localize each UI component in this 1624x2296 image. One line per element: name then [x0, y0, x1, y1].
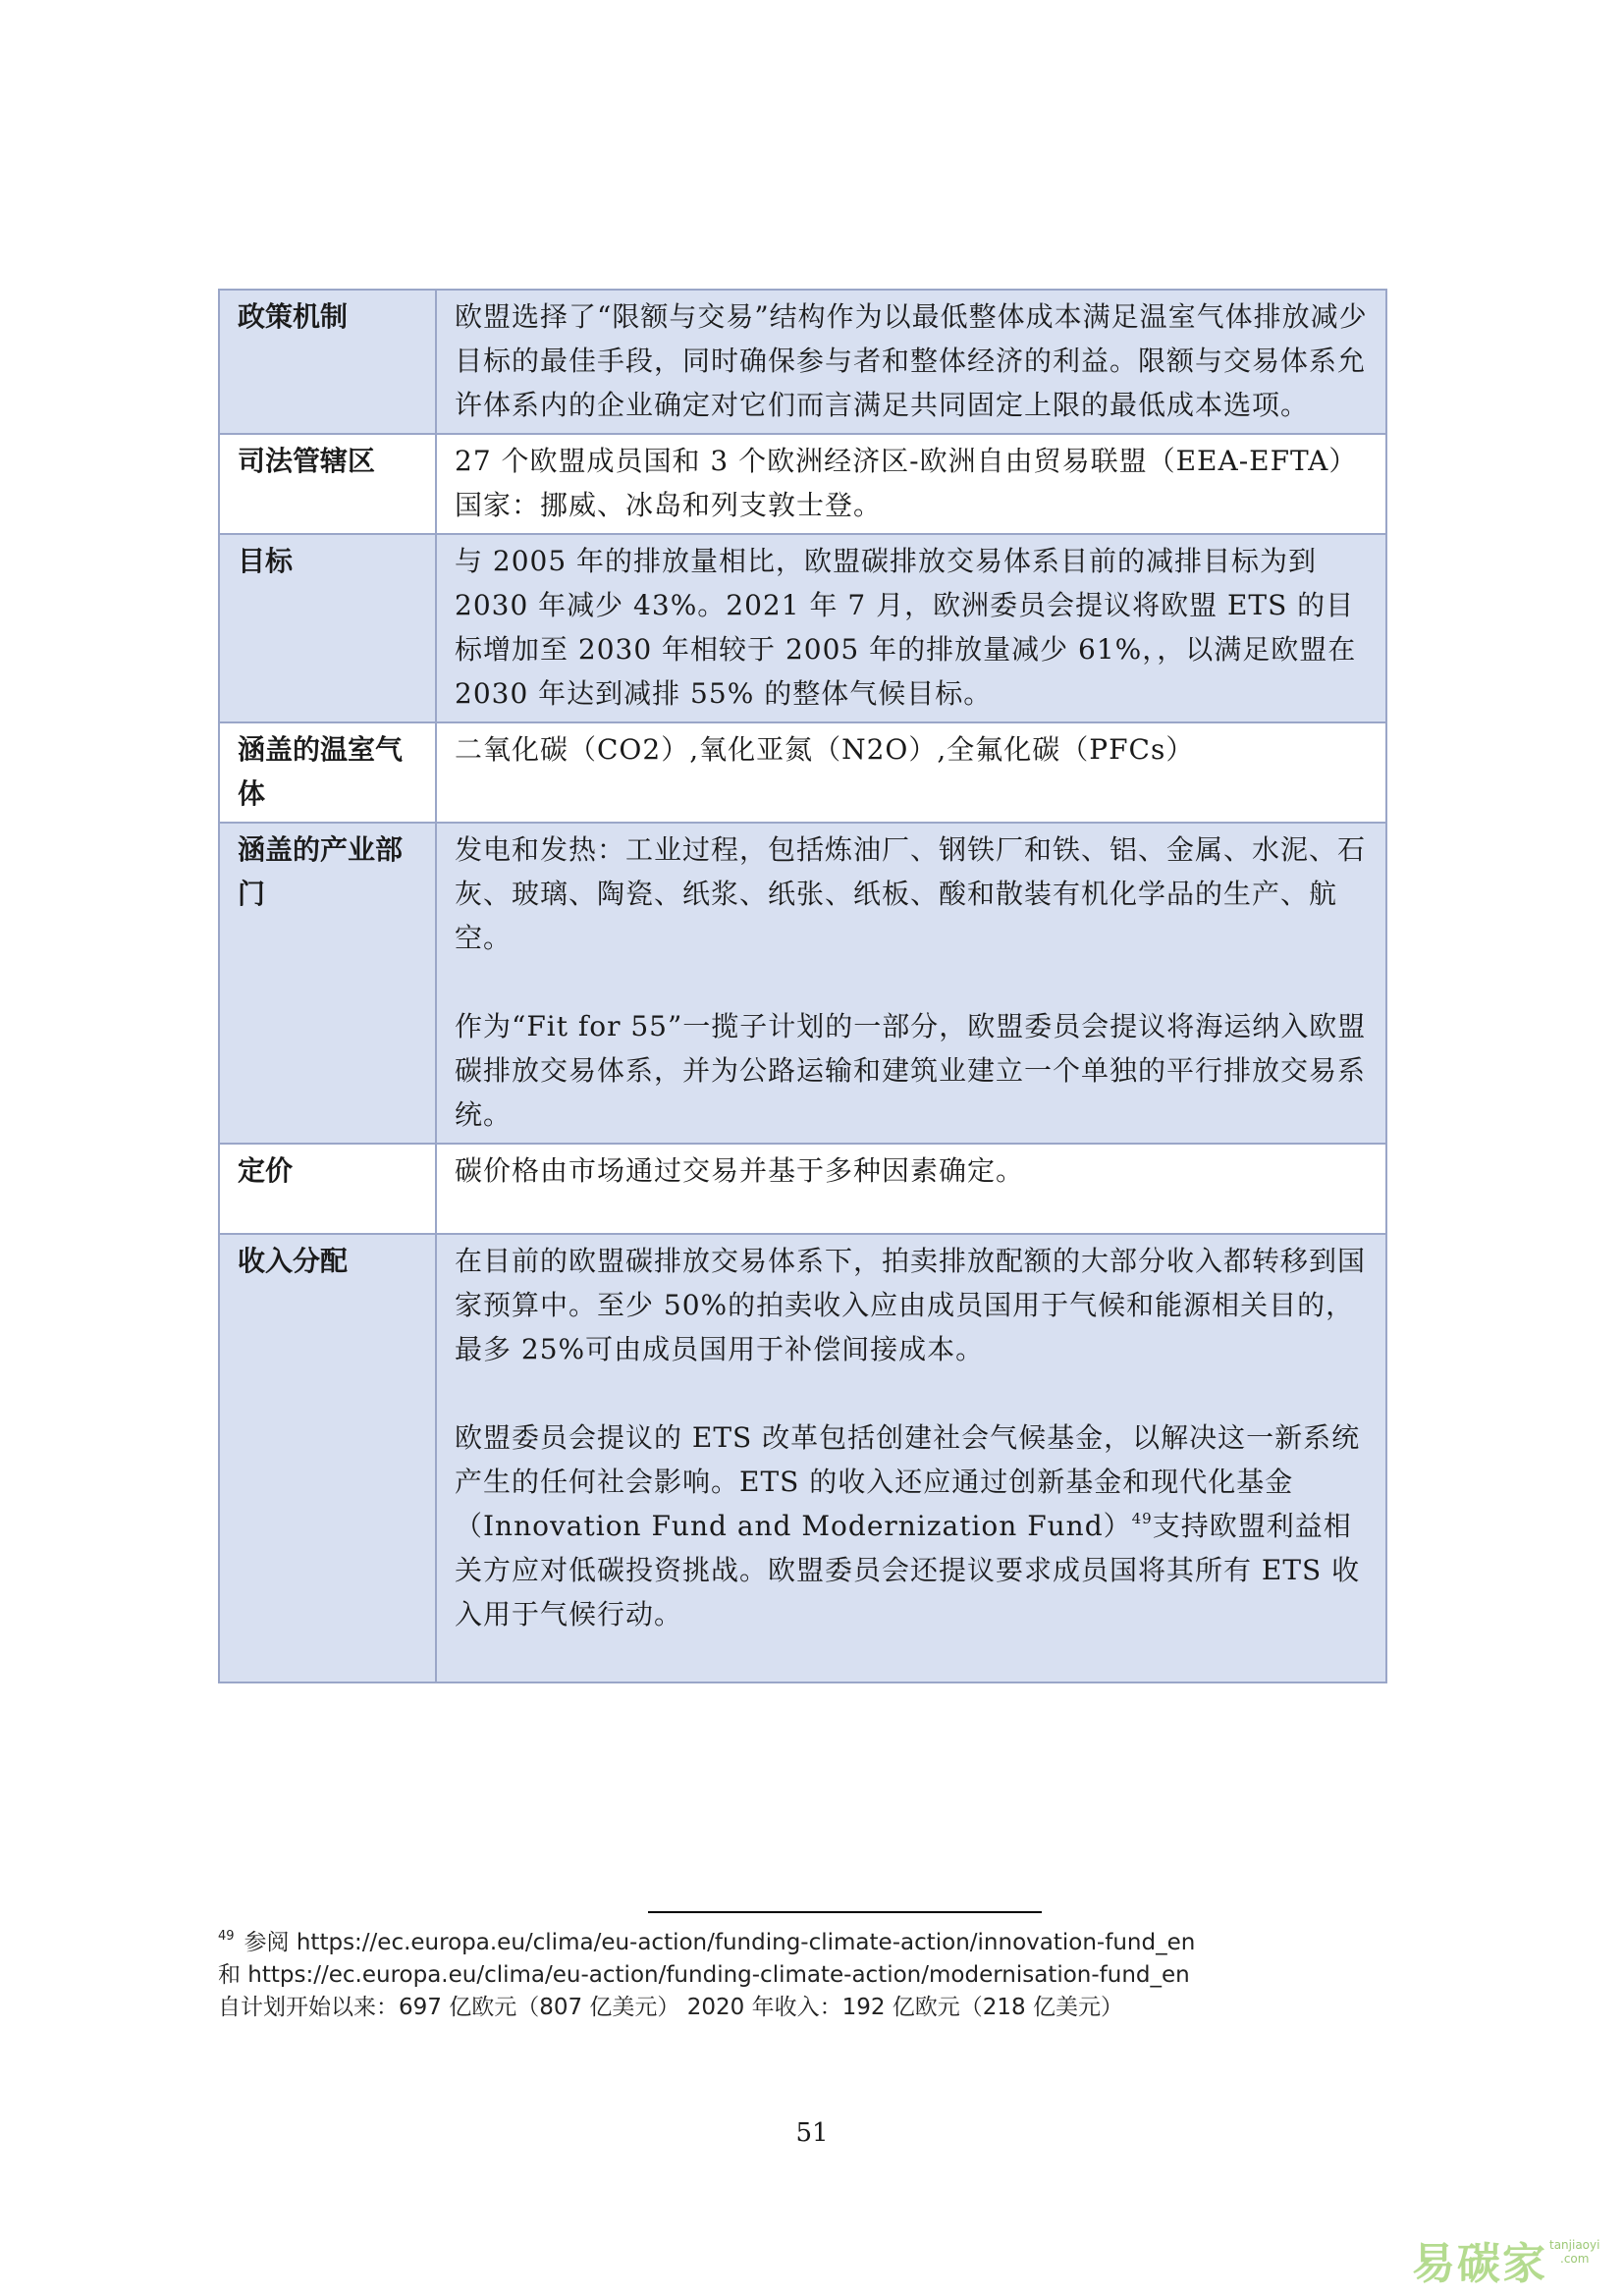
- row-content: [436, 534, 1386, 722]
- footnotes: [218, 1927, 1396, 2024]
- row-jurisdiction: [219, 434, 1386, 534]
- paragraph: 发电和发热：工业过程，包括炼油厂、钢铁厂和铁、铝、金属、水泥、石灰、玻璃、陶瓷、纸浆、纸张、纸板、酸和散装有机化学品的生产、航空。: [455, 833, 1367, 954]
- footnote-number: 49: [218, 1929, 235, 1944]
- footnote-line: [218, 1927, 1396, 1959]
- paragraph: 在目前的欧盟碳排放交易体系下，拍卖排放配额的大部分收入都转移到国家预算中。至少 50%的拍卖收入应由成员国用于气候和能源相关目的，最多 25%可由成员国用于补偿间接成本。: [455, 1245, 1367, 1365]
- row-sectors-covered: [219, 823, 1386, 1144]
- row-label: 司法管辖区: [219, 434, 436, 534]
- footnote-line[interactable]: 和 https://ec.europa.eu/clima/eu-action/funding-climate-action/modernisation-fund_en: [218, 1962, 1190, 1988]
- row-revenue-allocation: [219, 1234, 1386, 1682]
- paragraph-text: 支持欧盟利益相关方应对低碳投资挑战。欧盟委员会还提议要求成员国将其所有 ETS 收入用于气候行动。: [455, 1510, 1361, 1630]
- row-label: 涵盖的温室气体: [219, 722, 436, 823]
- row-label: 收入分配: [219, 1234, 436, 1682]
- footnote-reference[interactable]: 49: [1131, 1510, 1153, 1527]
- paragraph: 作为“Fit for 55”一揽子计划的一部分，欧盟委员会提议将海运纳入欧盟碳排放交易体系，并为公路运输和建筑业建立一个单独的平行排放交易系统。: [455, 1010, 1367, 1131]
- watermark-logo-text: 易碳家: [1412, 2239, 1547, 2289]
- footnote-separator: [648, 1911, 1042, 1913]
- row-content: [436, 290, 1386, 434]
- paragraph: 欧盟选择了“限额与交易”结构作为以最低整体成本满足温室气体排放减少目标的最佳手段，同时确保参与者和整体经济的利益。限额与交易体系允许体系内的企业确定对它们而言满足共同固定上限的最低成本选项。: [455, 300, 1368, 421]
- watermark-url: [1549, 2238, 1599, 2266]
- page-number: 51: [795, 2118, 829, 2148]
- row-pricing: [219, 1144, 1386, 1234]
- row-label: 涵盖的产业部门: [219, 823, 436, 1144]
- watermark-url-line: tanjiaoyi: [1549, 2238, 1600, 2252]
- row-content: [436, 1234, 1386, 1682]
- row-content: [436, 823, 1386, 1144]
- watermark-logo: [1412, 2228, 1608, 2289]
- row-label: 政策机制: [219, 290, 436, 434]
- paragraph: 碳价格由市场通过交易并基于多种因素确定。: [455, 1154, 1025, 1187]
- row-label: 目标: [219, 534, 436, 722]
- row-policy-mechanism: [219, 290, 1386, 434]
- row-content: [436, 722, 1386, 823]
- row-label: 定价: [219, 1144, 436, 1234]
- row-target: [219, 534, 1386, 722]
- row-ghg-covered: [219, 722, 1386, 823]
- paragraph: 27 个欧盟成员国和 3 个欧洲经济区-欧洲自由贸易联盟（EEA-EFTA）国家：挪威、冰岛和列支敦士登。: [455, 445, 1358, 521]
- paragraph: 与 2005 年的排放量相比，欧盟碳排放交易体系目前的减排目标为到 2030 年减少 43%。2021 年 7 月，欧洲委员会提议将欧盟 ETS 的目标增加至 2030 年相较于 2005 年的排放量减少 61%，，以满足欧盟在 2030 年达到减排 55% 的整体气候目标。: [455, 545, 1357, 710]
- footnote-text[interactable]: 参阅 https://ec.europa.eu/clima/eu-action/funding-climate-action/innovation-fund_en: [244, 1930, 1196, 1955]
- footnote-line: 自计划开始以来：697 亿欧元（807 亿美元） 2020 年收入：192 亿欧元（218 亿美元）: [218, 1995, 1123, 2020]
- policy-table: [218, 289, 1387, 1683]
- paragraph: 二氧化碳（CO2）,氧化亚氮（N2O）,全氟化碳（PFCs）: [455, 733, 1195, 766]
- paragraph: [455, 1415, 1376, 1636]
- row-content: [436, 434, 1386, 534]
- row-content: [436, 1144, 1386, 1234]
- watermark-url-line: .com: [1560, 2252, 1590, 2266]
- paragraph-text: 欧盟委员会提议的 ETS 改革包括创建社会气候基金，以解决这一新系统产生的任何社会影响。ETS 的收入还应通过创新基金和现代化基金（Innovation Fund and Modernization Fund）: [455, 1421, 1361, 1542]
